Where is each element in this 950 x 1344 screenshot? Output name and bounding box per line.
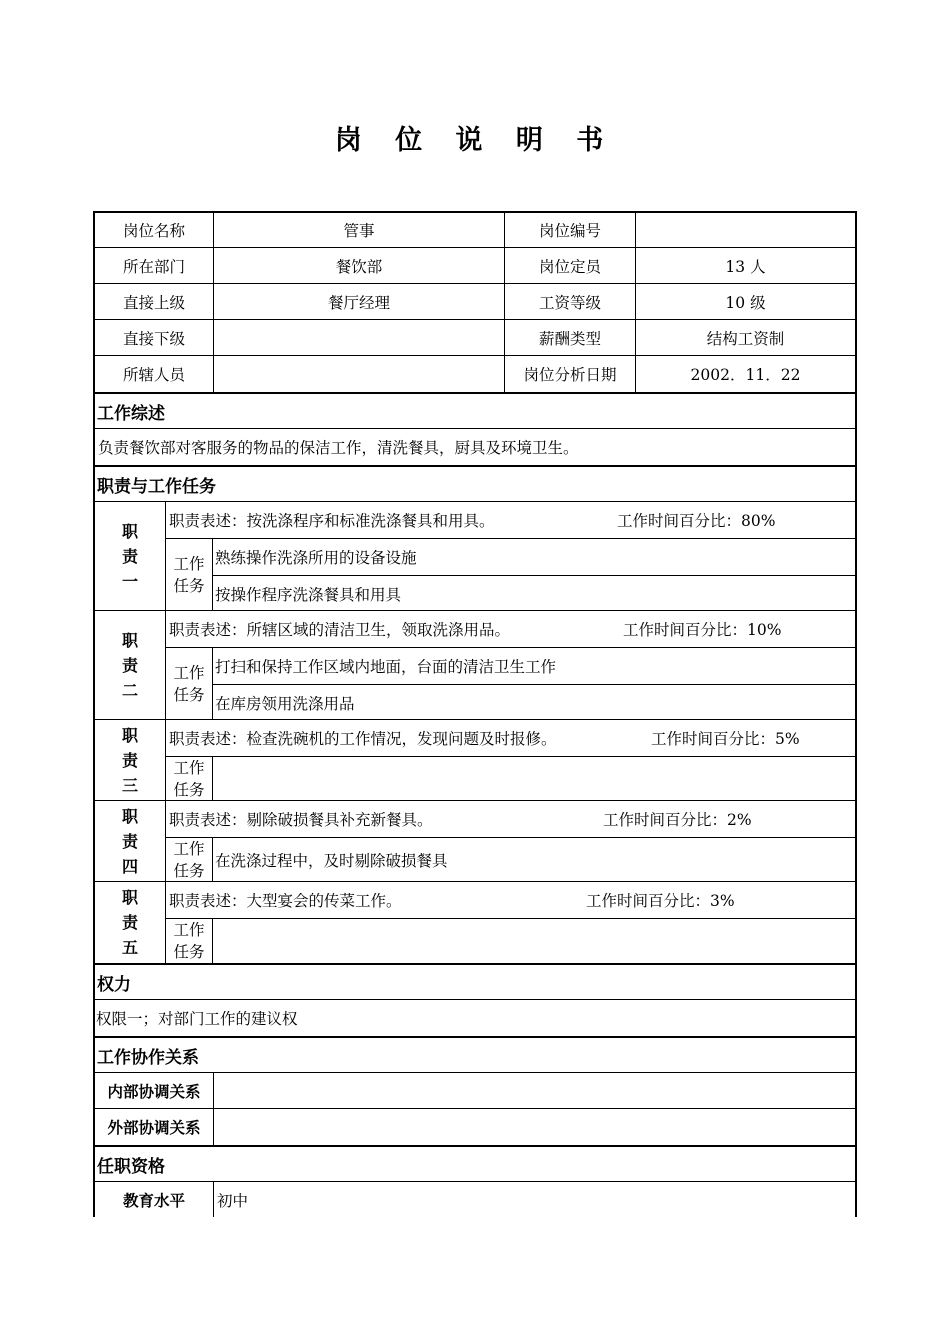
time-percentage: 工作时间百分比：5% <box>651 730 800 748</box>
power-heading-row <box>93 963 857 999</box>
info-row <box>93 247 857 283</box>
task-label: 工作 任务 <box>173 921 205 961</box>
section-heading-summary: 工作综述 <box>97 403 165 424</box>
value-internal-relations <box>213 1073 855 1108</box>
time-percentage: 工作时间百分比：80% <box>617 512 776 530</box>
duty-label: 职 责 三 <box>121 725 138 795</box>
label-subordinates: 直接下级 <box>122 329 185 348</box>
label-internal-relations: 内部协调关系 <box>107 1082 201 1101</box>
task-item: 在洗涤过程中，及时剔除破损餐具 <box>215 852 448 870</box>
label-headcount: 岗位定员 <box>504 248 635 283</box>
label-analysis-date: 岗位分析日期 <box>504 356 635 392</box>
duty-description: 职责表述：检查洗碗机的工作情况，发现问题及时报修。 <box>169 730 557 748</box>
label-supervisor: 直接上级 <box>122 293 185 312</box>
duty-block <box>93 610 857 719</box>
task-label: 工作 任务 <box>173 758 205 799</box>
value-salary-grade: 10 级 <box>635 284 855 319</box>
value-education: 初中 <box>213 1182 855 1217</box>
time-percentage: 工作时间百分比：2% <box>603 811 752 829</box>
duty-description: 职责表述：按洗涤程序和标准洗涤餐具和用具。 <box>169 512 495 530</box>
info-row <box>93 319 857 355</box>
internal-relations-row <box>93 1072 857 1108</box>
value-headcount: 13 人 <box>635 248 855 283</box>
value-supervisor: 餐厅经理 <box>213 284 504 319</box>
duty-label: 职 责 二 <box>121 630 138 700</box>
time-percentage: 工作时间百分比：10% <box>623 621 782 639</box>
label-salary-grade: 工资等级 <box>504 284 635 319</box>
task-label: 工作 任务 <box>173 554 205 595</box>
section-heading-qualification: 任职资格 <box>97 1156 165 1177</box>
duty-block <box>93 881 857 963</box>
task-item: 熟练操作洗涤所用的设备设施 <box>215 549 417 567</box>
task-item <box>213 757 855 801</box>
info-row <box>93 355 857 392</box>
value-staff <box>213 356 504 392</box>
value-analysis-date: 2002．11．22 <box>635 356 855 392</box>
duty-description: 职责表述：大型宴会的传菜工作。 <box>169 892 402 910</box>
summary-heading-row <box>93 392 857 428</box>
cooperation-heading-row <box>93 1036 857 1072</box>
job-description-table <box>93 211 857 1217</box>
duty-block <box>93 719 857 800</box>
duty-block <box>93 501 857 610</box>
task-item: 打扫和保持工作区域内地面，台面的清洁卫生工作 <box>215 658 557 676</box>
label-external-relations: 外部协调关系 <box>107 1119 201 1137</box>
duty-label: 职 责 一 <box>121 521 138 591</box>
power-text-row <box>93 999 857 1036</box>
label-pay-type: 薪酬类型 <box>504 320 635 355</box>
education-row <box>93 1181 857 1217</box>
task-label: 工作 任务 <box>173 663 205 704</box>
value-department: 餐饮部 <box>213 248 504 283</box>
value-subordinates <box>213 320 504 355</box>
value-external-relations <box>213 1109 855 1145</box>
qualification-heading-row <box>93 1145 857 1181</box>
value-pay-type: 结构工资制 <box>635 320 855 355</box>
section-heading-duties: 职责与工作任务 <box>97 476 216 497</box>
task-item <box>213 919 855 964</box>
label-job-code: 岗位编号 <box>504 213 635 247</box>
task-label: 工作 任务 <box>173 839 205 880</box>
summary-text: 负责餐饮部对客服务的物品的保洁工作，清洗餐具，厨具及环境卫生。 <box>98 439 579 457</box>
time-percentage: 工作时间百分比：3% <box>586 892 735 910</box>
label-staff: 所辖人员 <box>122 366 185 384</box>
label-job-name: 岗位名称 <box>122 222 185 240</box>
value-job-code <box>635 213 855 247</box>
power-text: 权限一；对部门工作的建议权 <box>96 1010 298 1028</box>
section-heading-power: 权力 <box>97 974 131 995</box>
duty-description: 职责表述：剔除破损餐具补充新餐具。 <box>169 811 433 829</box>
page-title: 岗 位 说 明 书 <box>334 125 616 156</box>
duty-description: 职责表述：所辖区域的清洁卫生，领取洗涤用品。 <box>169 621 511 639</box>
external-relations-row <box>93 1108 857 1145</box>
duty-label: 职 责 四 <box>121 806 138 876</box>
info-row <box>93 211 857 247</box>
label-education: 教育水平 <box>122 1191 185 1210</box>
task-item: 按操作程序洗涤餐具和用具 <box>213 575 855 611</box>
duties-heading-row <box>93 465 857 501</box>
duty-block <box>93 800 857 881</box>
info-row <box>93 283 857 319</box>
summary-text-row <box>93 428 857 465</box>
label-department: 所在部门 <box>122 257 185 276</box>
task-item: 在库房领用洗涤用品 <box>213 684 855 720</box>
value-job-name: 管事 <box>213 213 504 247</box>
section-heading-cooperation: 工作协作关系 <box>97 1047 199 1068</box>
duty-label: 职 责 五 <box>121 888 138 957</box>
